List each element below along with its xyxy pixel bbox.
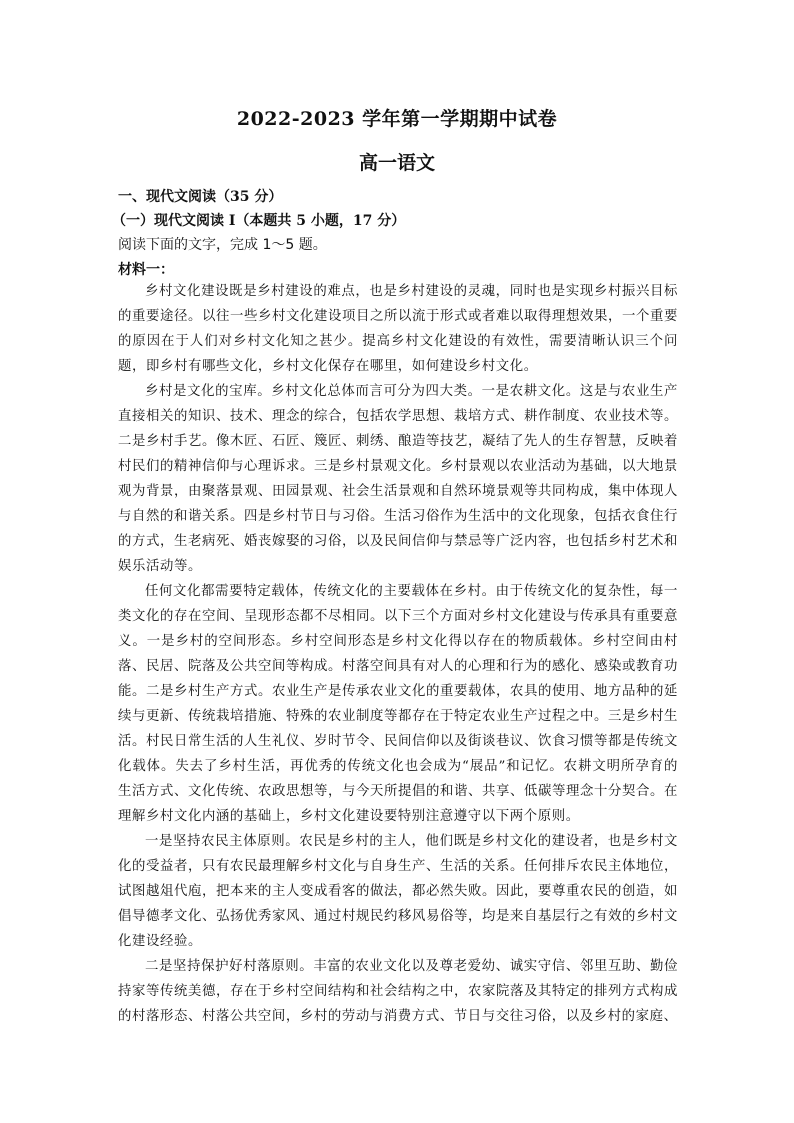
exam-subject: 高一语文 [358,152,435,174]
subsection-heading: （一）现代文阅读 I（本题共 5 小题，17 分） [112,213,406,229]
material-label: 材料一： [118,262,174,278]
exam-title: 2022-2023 学年第一学期期中试卷 [236,108,558,130]
reading-instruction: 阅读下面的文字，完成 1～5 题。 [118,237,327,253]
passage-body [118,279,678,1029]
passage-paragraph: 二是坚持保护好村落原则。丰富的农业文化以及尊老爱幼、诚实守信、邻里互助、勤俭持家等传统美德，存在于乡村空间结构和社会结构之中，农家院落及其特定的排列方式构成的村落形态、村落公共空间，乡村的劳动与消费方式、节日与交往习俗，以及乡村的家庭、 [118,959,678,1024]
section-heading: 一、现代文阅读（35 分） [118,189,283,205]
passage-paragraph: 乡村文化建设既是乡村建设的难点，也是乡村建设的灵魂，同时也是实现乡村振兴目标的重要途径。以往一些乡村文化建设项目之所以流于形式或者难以取得理想效果，一个重要的原因在于人们对乡村文化知之甚少。提高乡村文化建设的有效性，需要清晰认识三个问题，即乡村有哪些文化，乡村文化保存在哪里，如何建设乡村文化。 [118,284,678,374]
passage-paragraph: 一是坚持农民主体原则。农民是乡村的主人，他们既是乡村文化的建设者，也是乡村文化的受益者，只有农民最理解乡村文化与自身生产、生活的关系。任何排斥农民主体地位，试图越俎代庖，把本来的主人变成看客的做法，都必然失败。因此，要尊重农民的创造，如倡导德孝文化、弘扬优秀家风、通过村规民约移风易俗等，均是来自基层行之有效的乡村文化建设经验。 [118,834,678,949]
passage-paragraph: 乡村是文化的宝库。乡村文化总体而言可分为四大类。一是农耕文化。这是与农业生产直接相关的知识、技术、理念的综合，包括农学思想、栽培方式、耕作制度、农业技术等。二是乡村手艺。像木匠、石匠、篾匠、刺绣、酿造等技艺，凝结了先人的生存智慧，反映着村民们的精神信仰与心理诉求。三是乡村景观文化。乡村景观以农业活动为基础，以大地景观为背景，由聚落景观、田园景观、社会生活景观和自然环境景观等共同构成，集中体现人与自然的和谐关系。四是乡村节日与习俗。生活习俗作为生活中的文化现象，包括衣食住行的方式，生老病死、婚丧嫁娶的习俗，以及民间信仰与禁忌等广泛内容，也包括乡村艺术和娱乐活动等。 [118,384,678,574]
passage-paragraph: 任何文化都需要特定载体，传统文化的主要载体在乡村。由于传统文化的复杂性，每一类文化的存在空间、呈现形态都不尽相同。以下三个方面对乡村文化建设与传承具有重要意义。一是乡村的空间形态。乡村空间形态是乡村文化得以存在的物质载体。乡村空间由村落、民居、院落及公共空间等构成。村落空间具有对人的心理和行为的感化、感染或教育功能。二是乡村生产方式。农业生产是传承农业文化的重要载体，农具的使用、地方品种的延续与更新、传统栽培措施、特殊的农业制度等都存在于特定农业生产过程之中。三是乡村生活。村民日常生活的人生礼仪、岁时节令、民间信仰以及街谈巷议、饮食习惯等都是传统文化载体。失去了乡村生活，再优秀的传统文化也会成为“展品”和记忆。农耕文明所孕育的生活方式、文化传统、农政思想等，与今天所提倡的和谐、共享、低碳等理念十分契合。在理解乡村文化内涵的基础上，乡村文化建设要特别注意遵守以下两个原则。 [118,584,678,824]
